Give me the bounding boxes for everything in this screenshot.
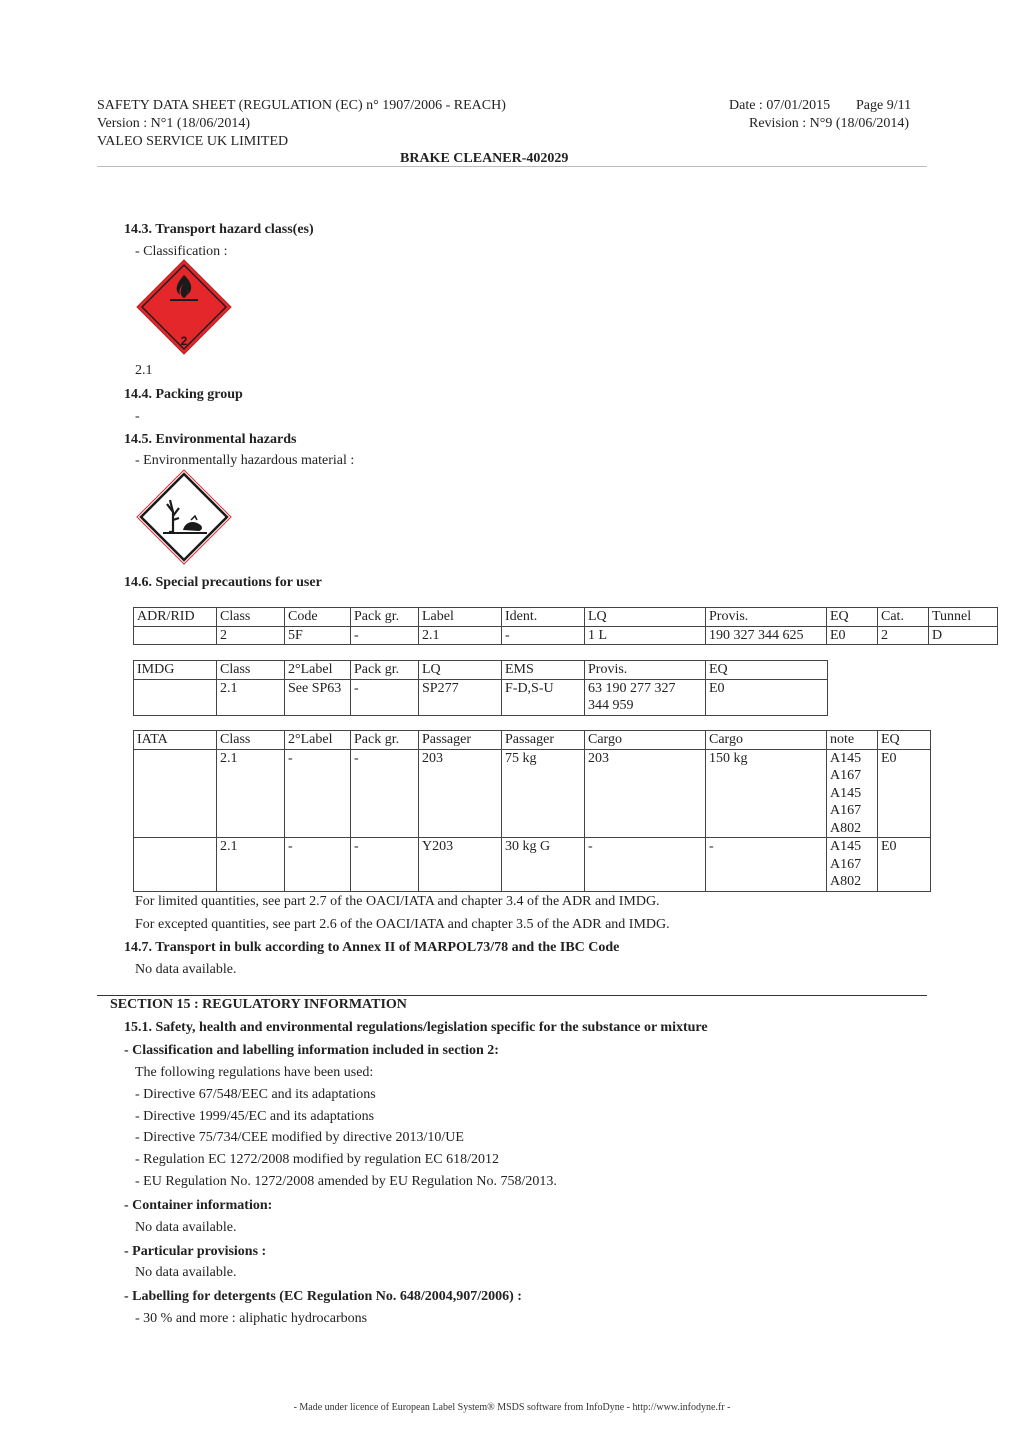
section-rule xyxy=(97,995,927,996)
table-row xyxy=(134,731,931,750)
header-product: BRAKE CLEANER-402029 xyxy=(400,151,569,166)
table-cell: D xyxy=(929,626,998,645)
limited-quantities-note: For limited quantities, see part 2.7 of the OACI/IATA and chapter 3.4 of the ADR and IMDG. xyxy=(135,894,660,909)
bulk-transport-text: No data available. xyxy=(135,962,237,977)
table-row xyxy=(134,661,828,680)
table-header: EQ xyxy=(706,661,828,680)
table-cell: 2 xyxy=(217,626,285,645)
detergent-labelling-title: - Labelling for detergents (EC Regulation No. 648/2004,907/2006) : xyxy=(124,1289,522,1304)
environment-hazard-diamond-icon xyxy=(135,468,233,566)
table-header: Tunnel xyxy=(929,608,998,627)
table-header: EMS xyxy=(502,661,585,680)
table-row xyxy=(134,608,998,627)
flammable-gas-diamond-icon xyxy=(135,258,233,356)
regulation-item: - Regulation EC 1272/2008 modified by regulation EC 618/2012 xyxy=(135,1152,499,1167)
table-header: Cat. xyxy=(878,608,929,627)
class-value: 2.1 xyxy=(135,363,153,378)
imdg-table xyxy=(133,660,828,716)
table-header: LQ xyxy=(419,661,502,680)
table-header: Class xyxy=(217,608,285,627)
table-cell xyxy=(134,679,217,715)
provis-line: 344 959 xyxy=(588,698,634,713)
table-cell: - xyxy=(285,749,351,838)
note-line: A802 xyxy=(830,874,862,889)
svg-text:2: 2 xyxy=(180,334,188,348)
table-cell: 2.1 xyxy=(217,679,285,715)
table-cell: F-D,S-U xyxy=(502,679,585,715)
table-cell: SP277 xyxy=(419,679,502,715)
header-rule xyxy=(97,166,927,167)
table-header: Provis. xyxy=(585,661,706,680)
footer: - Made under licence of European Label System® MSDS software from InfoDyne - http://www.infodyne.fr - xyxy=(293,1402,731,1413)
classification-info-title: - Classification and labelling information included in section 2: xyxy=(124,1043,499,1058)
table-cell: - xyxy=(585,838,706,892)
table-cell: 203 xyxy=(585,749,706,838)
section-14-5-title: 14.5. Environmental hazards xyxy=(124,432,297,447)
section-14-4-title: 14.4. Packing group xyxy=(124,387,243,402)
table-header: Cargo xyxy=(585,731,706,750)
table-header: EQ xyxy=(827,608,878,627)
table-cell: 75 kg xyxy=(502,749,585,838)
regulations-intro: The following regulations have been used: xyxy=(135,1065,374,1080)
table-header: Passager xyxy=(419,731,502,750)
table-cell: 1 L xyxy=(585,626,706,645)
adr-table xyxy=(133,607,998,645)
header-title: SAFETY DATA SHEET (REGULATION (EC) n° 1907/2006 - REACH) xyxy=(97,98,506,113)
section-14-3-title: 14.3. Transport hazard class(es) xyxy=(124,222,314,237)
section-14-6-title: 14.6. Special precautions for user xyxy=(124,575,322,590)
table-row xyxy=(134,679,828,715)
table-cell: See SP63 xyxy=(285,679,351,715)
table-cell: - xyxy=(502,626,585,645)
table-header: Pack gr. xyxy=(351,608,419,627)
table-header: ADR/RID xyxy=(134,608,217,627)
particular-provisions-text: No data available. xyxy=(135,1265,237,1280)
table-cell: Y203 xyxy=(419,838,502,892)
table-cell xyxy=(134,626,217,645)
regulation-item: - EU Regulation No. 1272/2008 amended by EU Regulation No. 758/2013. xyxy=(135,1174,557,1189)
note-line: A167 xyxy=(830,768,862,783)
note-line: A167 xyxy=(830,856,862,872)
table-header: 2°Label xyxy=(285,731,351,750)
regulation-item: - Directive 1999/45/EC and its adaptations xyxy=(135,1109,375,1124)
table-cell: - xyxy=(285,838,351,892)
table-row xyxy=(134,626,998,645)
table-cell: 5F xyxy=(285,626,351,645)
table-cell xyxy=(827,749,878,838)
environment-label: - Environmentally hazardous material : xyxy=(135,453,355,468)
table-cell: - xyxy=(351,838,419,892)
table-header: Provis. xyxy=(706,608,827,627)
table-cell xyxy=(827,838,878,892)
table-cell: 30 kg G xyxy=(502,838,585,892)
regulation-item: - Directive 75/734/CEE modified by directive 2013/10/UE xyxy=(135,1130,464,1145)
table-header: EQ xyxy=(878,731,931,750)
table-cell xyxy=(134,749,217,838)
table-cell: 2.1 xyxy=(217,749,285,838)
classification-label: - Classification : xyxy=(135,244,228,259)
header-page: Page 9/11 xyxy=(856,98,912,113)
table-header: Code xyxy=(285,608,351,627)
section-15-title: SECTION 15 : REGULATORY INFORMATION xyxy=(110,997,407,1012)
table-cell: 190 327 344 625 xyxy=(706,626,827,645)
table-cell: - xyxy=(351,749,419,838)
note-line: A802 xyxy=(830,820,862,836)
table-header: LQ xyxy=(585,608,706,627)
header-version: Version : N°1 (18/06/2014) xyxy=(97,116,250,131)
table-header: Class xyxy=(217,661,285,680)
table-cell: 203 xyxy=(419,749,502,838)
table-cell xyxy=(134,838,217,892)
provis-line: 63 190 277 327 xyxy=(588,680,676,696)
table-header: Cargo xyxy=(706,731,827,750)
particular-provisions-title: - Particular provisions : xyxy=(124,1244,267,1259)
table-cell: E0 xyxy=(706,679,828,715)
table-cell: 2.1 xyxy=(217,838,285,892)
container-info-text: No data available. xyxy=(135,1220,237,1235)
table-header: Passager xyxy=(502,731,585,750)
table-header: Pack gr. xyxy=(351,731,419,750)
iata-table xyxy=(133,730,931,892)
table-cell: 2.1 xyxy=(419,626,502,645)
header-company: VALEO SERVICE UK LIMITED xyxy=(97,134,289,149)
note-line: A145 xyxy=(830,785,862,801)
table-header: note xyxy=(827,731,878,750)
note-line: A145 xyxy=(830,839,862,854)
note-line: A145 xyxy=(830,750,862,766)
container-info-title: - Container information: xyxy=(124,1198,273,1213)
table-cell: E0 xyxy=(878,838,931,892)
table-header: Class xyxy=(217,731,285,750)
table-row xyxy=(134,749,931,838)
excepted-quantities-note: For excepted quantities, see part 2.6 of the OACI/IATA and chapter 3.5 of the ADR and IMDG. xyxy=(135,917,670,932)
header-date: Date : 07/01/2015 xyxy=(729,98,831,113)
table-cell: - xyxy=(706,838,827,892)
table-cell: - xyxy=(351,679,419,715)
table-cell: E0 xyxy=(878,749,931,838)
table-header: 2°Label xyxy=(285,661,351,680)
table-header: IMDG xyxy=(134,661,217,680)
section-15-1-title: 15.1. Safety, health and environmental regulations/legislation specific for the substance or mixture xyxy=(124,1020,708,1035)
packing-group-value: - xyxy=(135,409,140,424)
table-header: Pack gr. xyxy=(351,661,419,680)
table-cell: 150 kg xyxy=(706,749,827,838)
table-cell xyxy=(585,679,706,715)
table-header: IATA xyxy=(134,731,217,750)
table-cell: 2 xyxy=(878,626,929,645)
table-header: Label xyxy=(419,608,502,627)
header-revision: Revision : N°9 (18/06/2014) xyxy=(749,116,909,131)
table-header: Ident. xyxy=(502,608,585,627)
note-line: A167 xyxy=(830,803,862,818)
table-row xyxy=(134,838,931,892)
detergent-labelling-text: - 30 % and more : aliphatic hydrocarbons xyxy=(135,1311,368,1326)
section-14-7-title: 14.7. Transport in bulk according to Annex II of MARPOL73/78 and the IBC Code xyxy=(124,940,620,955)
table-cell: E0 xyxy=(827,626,878,645)
regulation-item: - Directive 67/548/EEC and its adaptations xyxy=(135,1087,376,1102)
table-cell: - xyxy=(351,626,419,645)
